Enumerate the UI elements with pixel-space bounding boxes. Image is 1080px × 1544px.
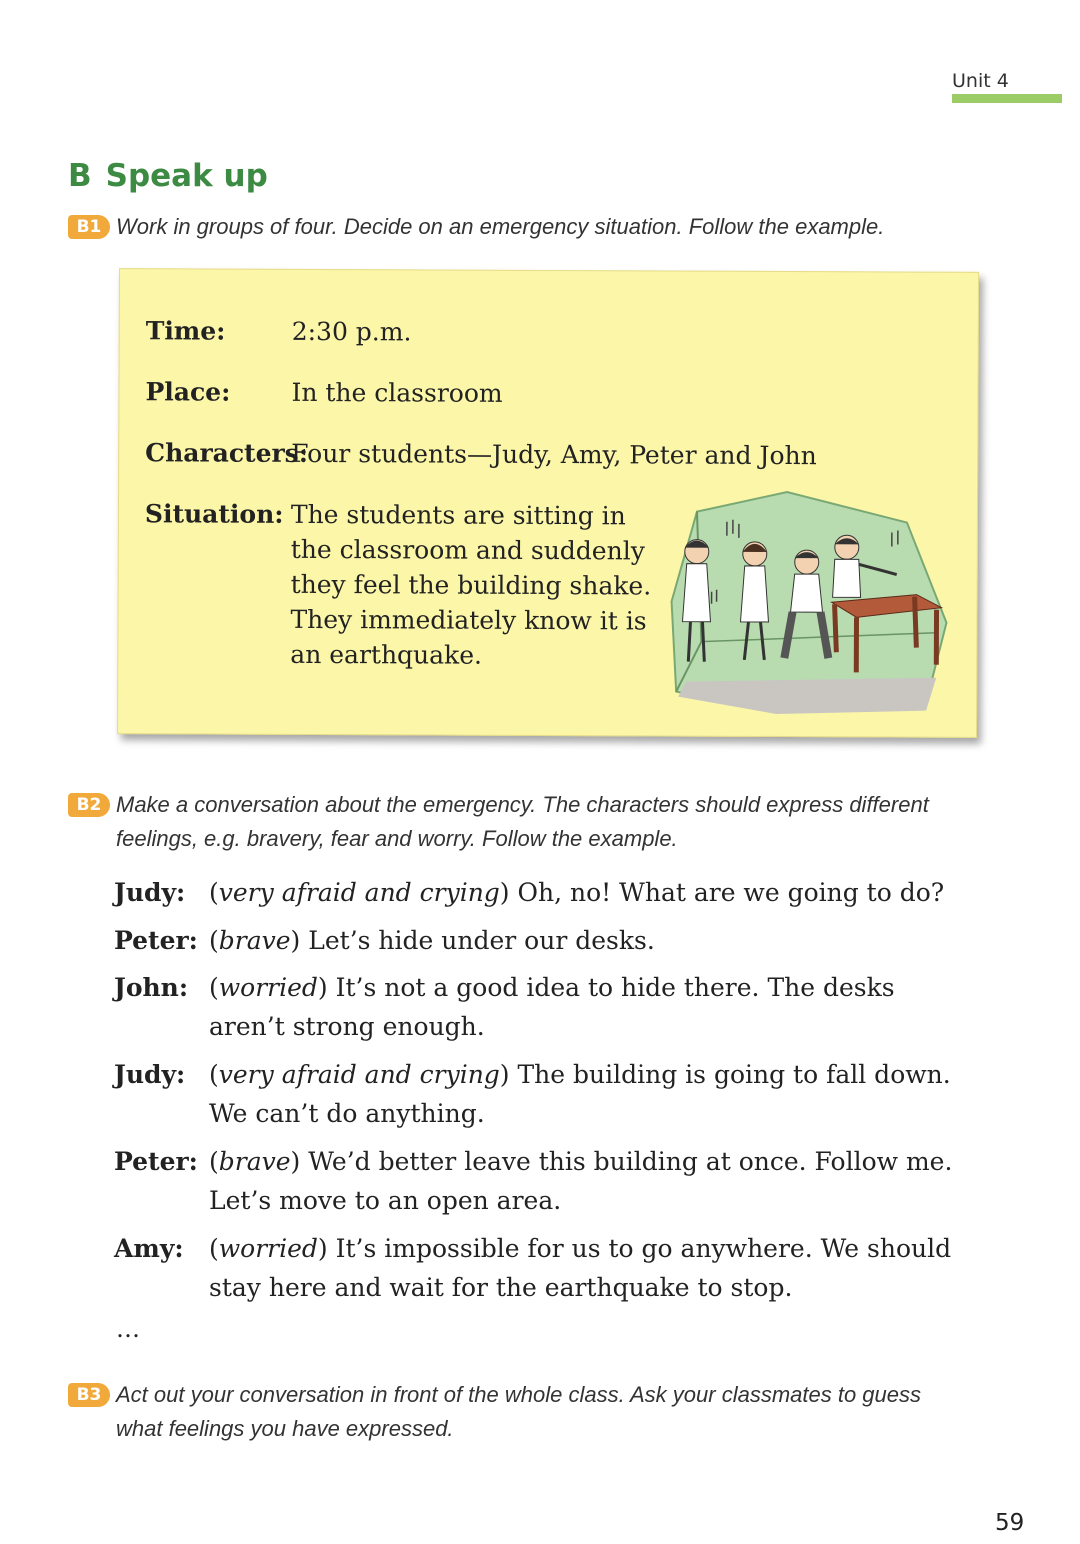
dialogue-line: John: (worried) It’s not a good idea to hide there. The desks aren’t strong enough. bbox=[114, 968, 964, 1046]
instruction-b3 bbox=[68, 1378, 968, 1446]
page-number: 59 bbox=[995, 1510, 1025, 1536]
instruction-b2-text: Make a conversation about the emergency. The characters should express different feelings, e.g. bravery, fear and worry. Follow the example. bbox=[116, 792, 929, 851]
badge-b2: B2 bbox=[68, 793, 110, 817]
dialogue-line: Amy: (worried) It’s impossible for us to go anywhere. We should stay here and wait for the earthquake to stop. bbox=[114, 1229, 964, 1307]
dialogue-line: Peter: (brave) We’d better leave this building at once. Follow me. Let’s move to an open area. bbox=[114, 1142, 964, 1220]
badge-b3: B3 bbox=[68, 1383, 110, 1407]
time-value: 2:30 p.m. bbox=[291, 316, 412, 347]
unit-bar bbox=[952, 94, 1062, 103]
dialogue-line: Peter: (brave) Let’s hide under our desks. bbox=[114, 921, 964, 960]
characters-value: Four students—Judy, Amy, Peter and John bbox=[291, 438, 817, 471]
speaker: John: bbox=[114, 973, 189, 1002]
instruction-b2 bbox=[68, 788, 968, 856]
line-text: It’s impossible for us to go anywhere. We should stay here and wait for the earthquake to stop. bbox=[209, 1234, 952, 1302]
speaker: Amy: bbox=[114, 1234, 184, 1263]
feeling: brave bbox=[218, 1147, 291, 1176]
instruction-b3-text: Act out your conversation in front of the whole class. Ask your classmates to guess what feelings you have expressed. bbox=[116, 1382, 922, 1441]
instruction-b1 bbox=[68, 210, 968, 244]
line-text: We’d better leave this building at once. Follow me. Let’s move to an open area. bbox=[209, 1147, 953, 1215]
speaker: Peter: bbox=[114, 1147, 198, 1176]
feeling: very afraid and crying bbox=[218, 1060, 500, 1089]
line-text: Oh, no! What are we going to do? bbox=[509, 878, 945, 907]
time-label: Time: bbox=[145, 316, 226, 346]
line-text: It’s not a good idea to hide there. The desks aren’t strong enough. bbox=[209, 973, 895, 1041]
section-letter: B bbox=[68, 158, 92, 194]
earthquake-illustration bbox=[656, 481, 957, 722]
speaker: Peter: bbox=[114, 926, 198, 955]
line-text: The building is going to fall down. We can’t do anything. bbox=[209, 1060, 951, 1128]
place-label: Place: bbox=[145, 377, 231, 407]
section-title-text: Speak up bbox=[105, 158, 268, 194]
feeling: worried bbox=[218, 1234, 318, 1263]
section-title bbox=[68, 158, 268, 194]
feeling: brave bbox=[218, 926, 291, 955]
situation-value: The students are sitting in the classroom and suddenly they feel the building shake. They immediately know it is an earthquake. bbox=[290, 499, 652, 670]
line-text: Let’s hide under our desks. bbox=[300, 926, 655, 955]
ellipsis: … bbox=[116, 1315, 140, 1343]
unit-label: Unit 4 bbox=[952, 70, 1009, 92]
feeling: worried bbox=[218, 973, 318, 1002]
instruction-b1-text: Work in groups of four. Decide on an emergency situation. Follow the example. bbox=[116, 214, 885, 239]
place-value: In the classroom bbox=[291, 377, 503, 408]
dialogue-line: Judy: (very afraid and crying) The building is going to fall down. We can’t do anything. bbox=[114, 1055, 964, 1133]
badge-b1: B1 bbox=[68, 215, 110, 239]
feeling: very afraid and crying bbox=[218, 878, 500, 907]
situation-card bbox=[117, 268, 979, 738]
characters-label: Characters: bbox=[145, 438, 309, 468]
speaker: Judy: bbox=[114, 878, 186, 907]
situation-label: Situation: bbox=[144, 499, 284, 529]
speaker: Judy: bbox=[114, 1060, 186, 1089]
dialogue-line: Judy: (very afraid and crying) Oh, no! What are we going to do? bbox=[114, 873, 964, 912]
